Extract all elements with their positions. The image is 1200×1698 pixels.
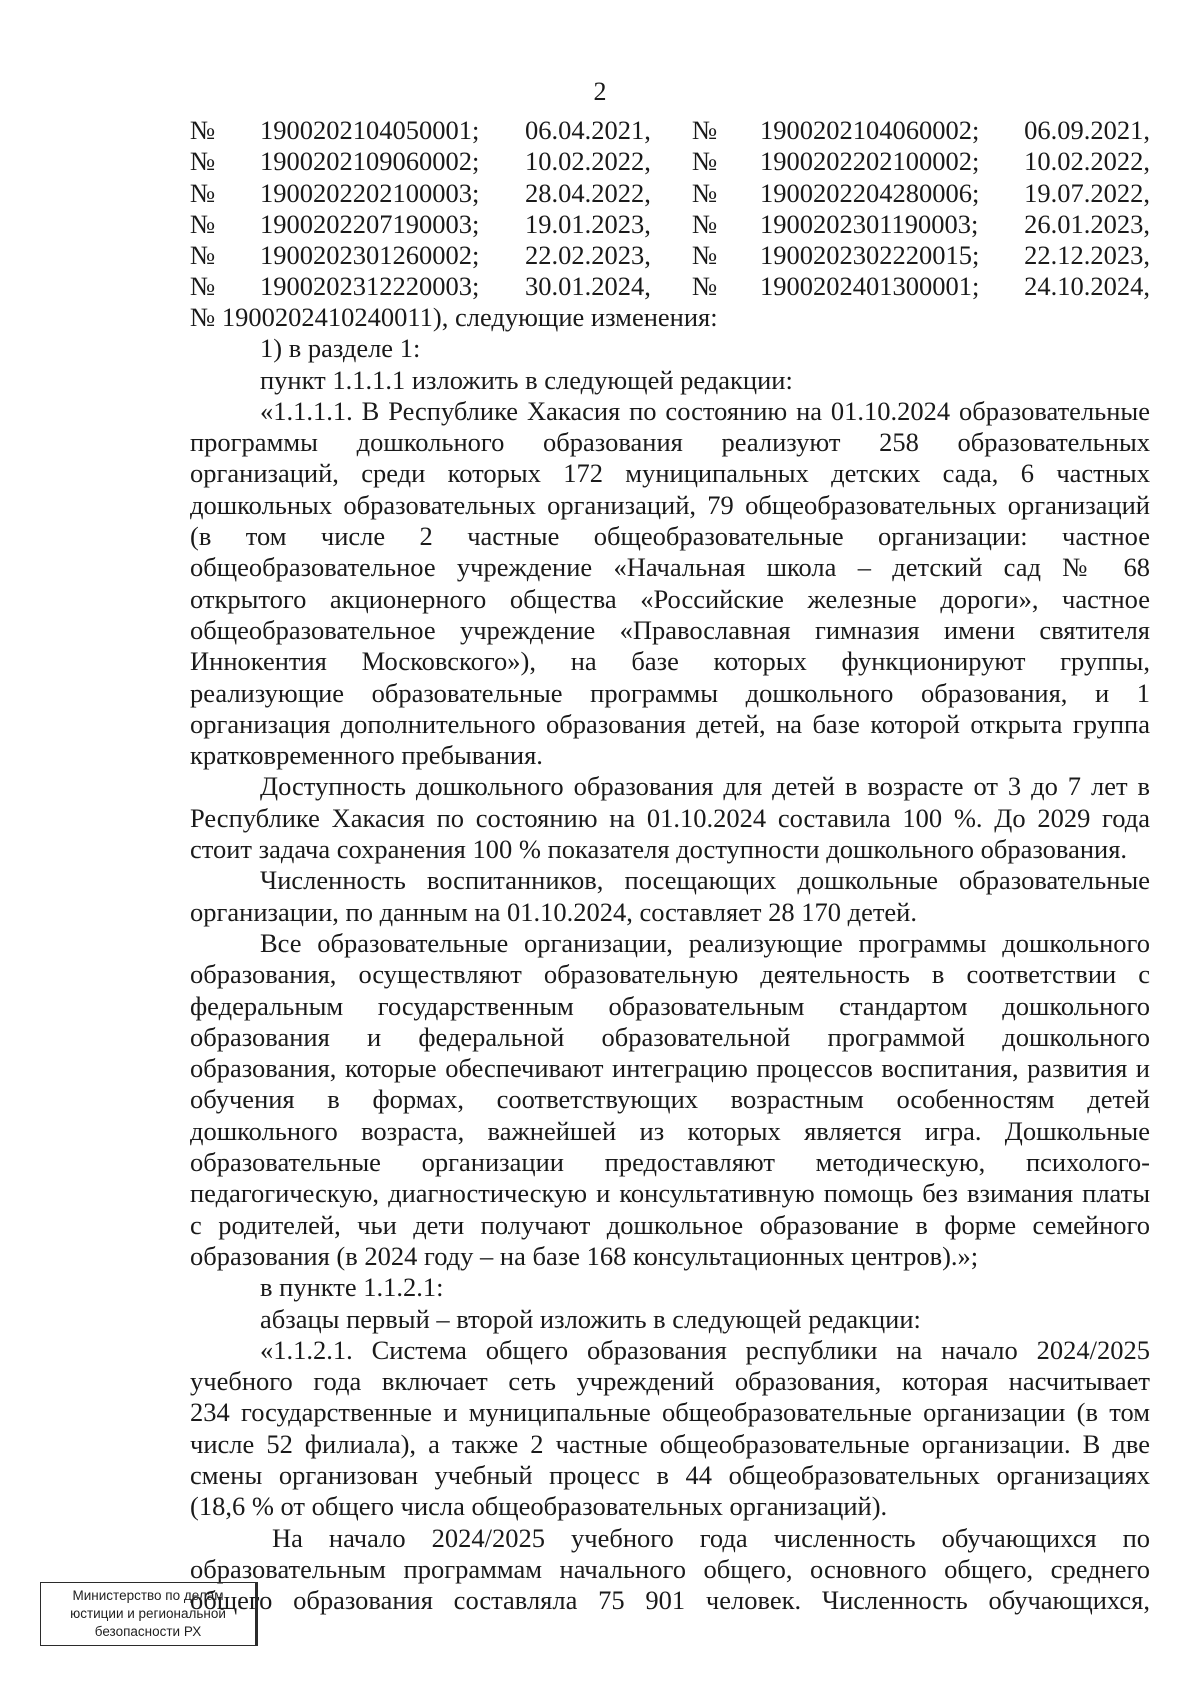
registration-numbers [190,115,1150,303]
text-line: (в том числе 2 частные общеобразовательные организации: частное [190,521,1150,552]
text-line: 234 государственные и муниципальные общеобразовательные организации (в том [190,1397,1150,1428]
registration-number: 1900202301190003; [760,208,979,239]
text-line: общеобразовательное учреждение «Православная гимназия имени святителя [190,614,1150,645]
text-line: дошкольных образовательных организаций, 79 общеобразовательных организаций [190,489,1150,520]
text-line: образовательные организации предоставляют методическую, психолого- [190,1147,1150,1178]
registration-number: 1900202204280006; [760,177,980,208]
registration-row [190,271,1150,302]
ministry-stamp [40,1582,258,1646]
text-line: федеральным государственным образовательным стандартом дошкольного [190,990,1150,1021]
text-line: с родителей, чьи дети получают дошкольное образование в форме семейного [190,1209,1150,1240]
stamp-line: безопасности РХ [94,1624,202,1639]
text-line: образовательным программам начального общего, основного общего, среднего [190,1553,1150,1584]
registration-number: 1900202109060002; [260,146,480,177]
registration-row [190,115,1150,146]
number-sign: № [692,271,718,302]
text-line: кратковременного пребывания. [190,740,543,771]
registration-number: 1900202401300001; [760,271,980,302]
registration-date: 24.10.2024, [1024,271,1150,302]
text-line: образования и федеральной образовательной программой дошкольного [190,1021,1150,1052]
text-line: педагогическую, диагностическую и консультативную помощь без взимания платы [190,1178,1150,1209]
document-body [190,302,1150,1616]
number-sign: № [190,240,216,271]
text-line: учебного года включает сеть учреждений образования, которая насчитывает [190,1366,1150,1397]
text-line: Иннокентия Московского»), на базе которых функционируют группы, [190,646,1150,677]
number-sign: № [190,177,216,208]
text-line: На начало 2024/2025 учебного года численность обучающихся по [272,1522,1150,1553]
registration-number: 1900202312220003; [260,271,480,302]
text-line: смены организован учебный процесс в 44 общеобразовательных организациях [190,1459,1150,1490]
text-line: организация дополнительного образования детей, на базе которой открыта группа [190,708,1150,739]
text-line: в пункте 1.1.2.1: [260,1272,444,1303]
registration-date: 19.07.2022, [1024,177,1150,208]
list-item-heading: 1) в разделе 1: [260,333,421,364]
number-sign: № [692,208,718,239]
stamp-line: Министерство по делам [72,1588,224,1603]
number-sign: № [190,115,216,145]
registration-date: 30.01.2024, [525,271,651,302]
registration-row [190,209,1150,240]
registration-row [190,178,1150,209]
number-sign: № [692,240,718,271]
text-line: организаций, среди которых 172 муниципальных детских сада, 6 частных [190,458,1150,489]
text-line: числе 52 филиала), а также 2 частные общеобразовательные организации. В две [190,1428,1150,1459]
text-line: организации, по данным на 01.10.2024, составляет 28 170 детей. [190,896,917,927]
text-line: Доступность дошкольного образования для детей в возрасте от 3 до 7 лет в [260,771,1150,802]
registration-date: 28.04.2022, [525,177,651,208]
text-line: «1.1.1.1. В Республике Хакасия по состоянию на 01.10.2024 образовательные [260,395,1150,426]
registration-row [190,240,1150,271]
text-line: общего образования составляла 75 901 человек. Численность обучающихся, [190,1585,1150,1616]
number-sign: № [692,177,718,208]
registration-date: 22.02.2023, [525,240,651,271]
text-line: образования, которые обеспечивают интеграцию процессов воспитания, развития и [190,1053,1150,1084]
text-line: «1.1.2.1. Система общего образования республики на начало 2024/2025 [260,1334,1150,1365]
number-sign: № [190,208,216,239]
number-sign: № [190,271,216,302]
registration-number: 1900202202100003; [260,177,480,208]
registration-number: 1900202202100002; [760,146,980,177]
number-sign: № [190,146,216,177]
text-line: абзацы первый – второй изложить в следующей редакции: [260,1303,921,1334]
text-line: образования, осуществляют образовательную деятельность в соответствии с [190,959,1150,990]
text-line: программы дошкольного образования реализуют 258 образовательных [190,427,1150,458]
registration-row [190,146,1150,177]
stamp-line: юстиции и региональной [70,1606,226,1621]
registration-number: 1900202302220015; [760,240,980,271]
registration-date: 26.01.2023, [1024,208,1150,239]
registration-number: 1900202104060002; [760,115,980,145]
text-line: (18,6 % от общего числа общеобразовательных организаций). [190,1491,888,1522]
registration-date: 06.04.2021, [525,115,651,145]
page-number: 2 [593,77,607,106]
registration-number: 1900202104050001; [260,115,480,145]
registration-number: 1900202301260002; [260,240,480,271]
text-line: Все образовательные организации, реализующие программы дошкольного [260,927,1150,958]
registration-date: 22.12.2023, [1024,240,1150,271]
number-sign: № [692,146,718,177]
text-line: стоит задача сохранения 100 % показателя доступности дошкольного образования. [190,834,1128,865]
text-line: дошкольного возраста, важнейшей из которых является игра. Дошкольные [190,1115,1150,1146]
text-line: обучения в формах, соответствующих возрастным особенностям детей [190,1084,1150,1115]
registration-date: 06.09.2021, [1024,115,1150,145]
text-line: реализующие образовательные программы дошкольного образования, и 1 [190,677,1150,708]
text-line: пункт 1.1.1.1 изложить в следующей редакции: [260,364,793,395]
registration-date: 10.02.2022, [525,146,651,177]
registration-date: 19.01.2023, [525,208,651,239]
text-line: образования (в 2024 году – на базе 168 консультационных центров).»; [190,1240,979,1271]
text-line: Республике Хакасия по состоянию на 01.10.2024 составила 100 %. До 2029 года [190,802,1150,833]
registration-date: 10.02.2022, [1024,146,1150,177]
text-line: Численность воспитанников, посещающих дошкольные образовательные [260,865,1150,896]
text-line: открытого акционерного общества «Российские железные дороги», частное [190,583,1150,614]
registration-number: 1900202207190003; [260,208,480,239]
text-line: № 1900202410240011), следующие изменения: [190,302,718,332]
number-sign: № [692,115,718,145]
text-line: общеобразовательное учреждение «Начальная школа – детский сад № 68 [190,552,1150,583]
